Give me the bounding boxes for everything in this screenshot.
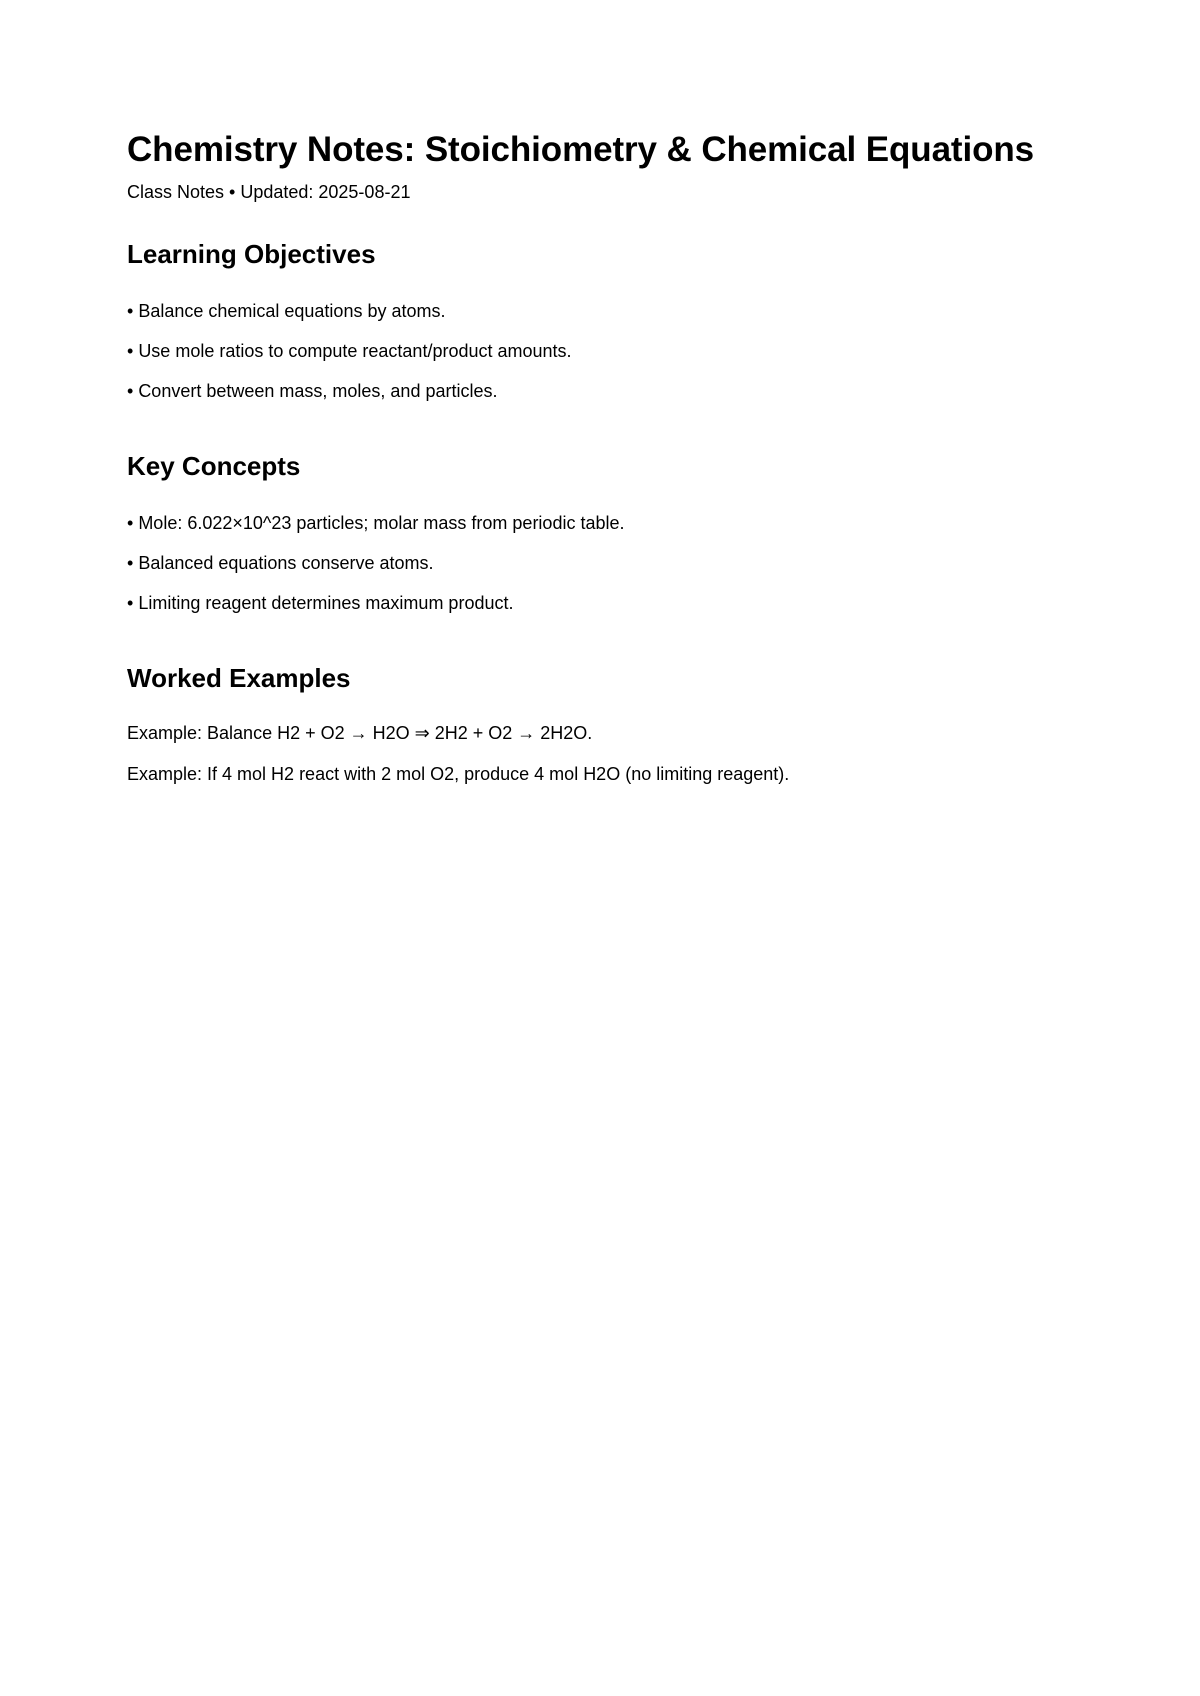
list-item-text: Mole: 6.022×10^23 particles; molar mass from periodic table. [138, 513, 625, 533]
section-heading-worked-examples: Worked Examples [127, 663, 351, 693]
example-line: Example: Balance H2 + O2 → H2O ⇒ 2H2 + O2 → 2H2O. [127, 723, 593, 743]
learning-objectives-list [127, 300, 1087, 402]
bullet-icon: • [127, 301, 134, 321]
list-item-text: Limiting reagent determines maximum product. [138, 593, 514, 613]
bullet-icon: • [127, 593, 134, 613]
key-concepts-list [127, 512, 1087, 614]
example-line: Example: If 4 mol H2 react with 2 mol O2, produce 4 mol H2O (no limiting reagent). [127, 764, 790, 784]
bullet-icon: • [127, 381, 134, 401]
list-item-text: Use mole ratios to compute reactant/product amounts. [138, 341, 572, 361]
list-item [127, 512, 1087, 534]
list-item [127, 380, 1087, 402]
document-title: Chemistry Notes: Stoichiometry & Chemical Equations [127, 130, 1035, 169]
list-item [127, 340, 1087, 362]
list-item-text: Balanced equations conserve atoms. [138, 553, 434, 573]
bullet-icon: • [127, 341, 134, 361]
bullet-icon: • [127, 553, 134, 573]
list-item-text: Balance chemical equations by atoms. [138, 301, 446, 321]
list-item-text: Convert between mass, moles, and particles. [138, 381, 498, 401]
bullet-icon: • [127, 513, 134, 533]
document-meta: Class Notes • Updated: 2025-08-21 [127, 182, 411, 202]
section-heading-key-concepts: Key Concepts [127, 451, 301, 481]
section-heading-learning-objectives: Learning Objectives [127, 239, 376, 269]
document-body [127, 128, 1087, 804]
worked-examples [127, 722, 1087, 785]
list-item [127, 552, 1087, 574]
list-item [127, 592, 1087, 614]
list-item [127, 300, 1087, 322]
